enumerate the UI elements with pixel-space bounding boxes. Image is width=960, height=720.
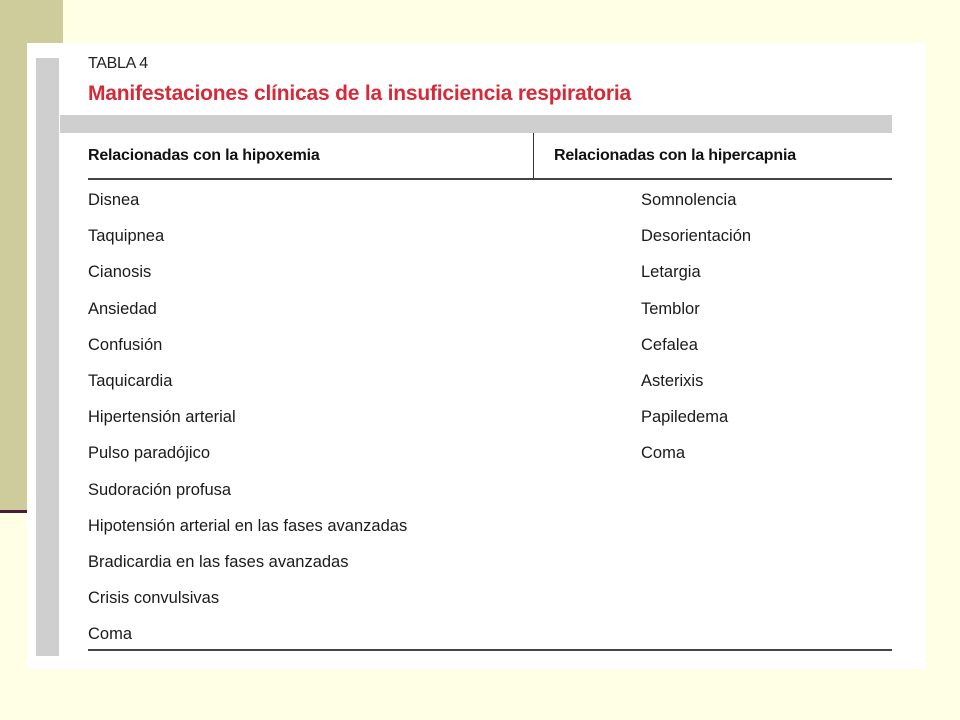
hypercapnia-list	[641, 188, 751, 478]
header-rule	[88, 178, 892, 180]
table-title: Manifestaciones clínicas de la insuficiencia respiratoria	[88, 82, 631, 105]
table-header-bar	[60, 115, 892, 133]
table-card	[27, 43, 926, 669]
list-item: Taquipnea	[88, 227, 165, 246]
list-item: Taquicardia	[88, 371, 173, 390]
list-item: Cefalea	[641, 335, 698, 354]
column-header-hypercapnia: Relacionadas con la hipercapnia	[554, 147, 796, 164]
list-item: Papiledema	[641, 408, 729, 427]
list-item: Temblor	[641, 299, 700, 318]
card-side-bar	[36, 58, 59, 656]
list-item: Desorientación	[641, 227, 752, 246]
column-divider	[533, 133, 534, 179]
list-item: Bradicardia en las fases avanzadas	[88, 552, 349, 571]
list-item: Hipotensión arterial en las fases avanzadas	[88, 516, 408, 535]
list-item: Crisis convulsivas	[88, 589, 220, 608]
footer-rule	[88, 649, 892, 651]
list-item: Confusión	[88, 335, 163, 354]
list-item: Pulso paradójico	[88, 444, 210, 463]
list-item: Somnolencia	[641, 191, 737, 209]
list-item: Disnea	[88, 191, 140, 209]
hypoxemia-list	[88, 188, 407, 658]
list-item: Coma	[641, 444, 686, 463]
list-item: Cianosis	[88, 263, 152, 282]
list-item: Letargia	[641, 263, 701, 282]
list-item: Sudoración profusa	[88, 480, 232, 499]
list-item: Coma	[88, 625, 133, 644]
list-item: Asterixis	[641, 371, 704, 390]
list-item: Hipertensión arterial	[88, 408, 236, 427]
column-header-hypoxemia: Relacionadas con la hipoxemia	[88, 147, 320, 164]
list-item: Ansiedad	[88, 299, 157, 318]
table-label: TABLA 4	[88, 55, 148, 72]
